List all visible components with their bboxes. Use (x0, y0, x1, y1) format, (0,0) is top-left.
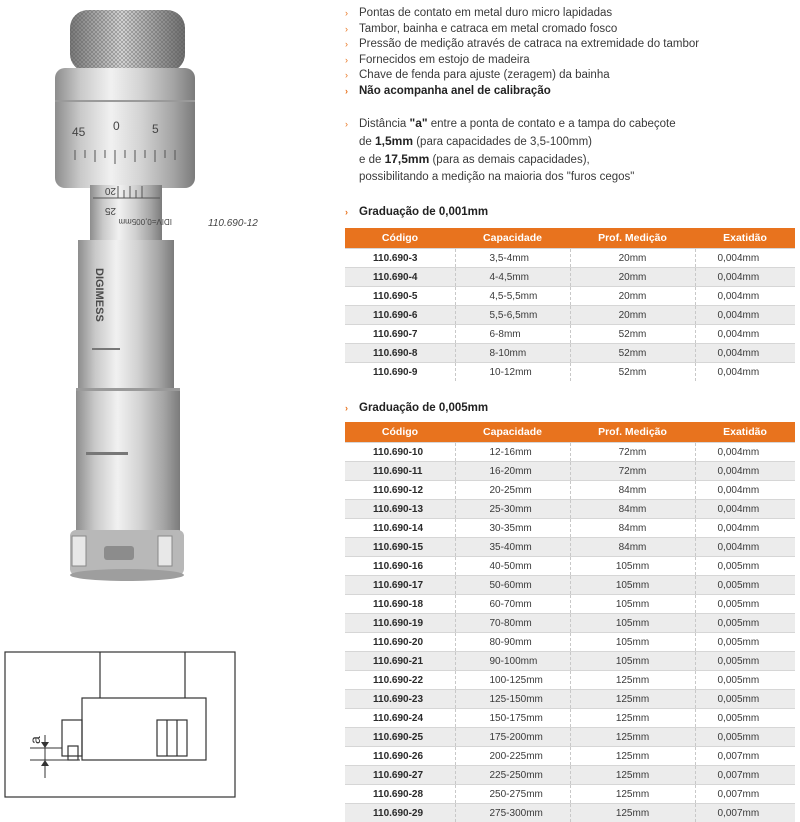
cell-capacity: 3,5-4mm (455, 249, 570, 268)
cell-capacity: 35-40mm (455, 538, 570, 557)
resolution-mark: IDIV=0,005mm (118, 217, 172, 226)
cell-capacity: 60-70mm (455, 595, 570, 614)
arrow-icon: › (345, 84, 351, 100)
cell-code: 110.690-29 (345, 804, 455, 822)
cell-depth: 20mm (570, 306, 695, 325)
cell-depth: 105mm (570, 576, 695, 595)
cell-depth: 105mm (570, 633, 695, 652)
cell-capacity: 200-225mm (455, 747, 570, 766)
cell-code: 110.690-6 (345, 306, 455, 325)
cell-capacity: 80-90mm (455, 633, 570, 652)
cell-capacity: 4,5-5,5mm (455, 287, 570, 306)
cell-accuracy: 0,004mm (695, 519, 795, 538)
feature-item-calibration: › Não acompanha anel de calibração (345, 84, 795, 100)
cell-code: 110.690-4 (345, 268, 455, 287)
section-title-0005: › Graduação de 0,005mm (345, 402, 488, 414)
cell-code: 110.690-14 (345, 519, 455, 538)
table-row (345, 325, 795, 344)
table-row (345, 728, 795, 747)
table-row (345, 519, 795, 538)
cell-depth: 105mm (570, 652, 695, 671)
diagram-right-tip (157, 720, 187, 756)
thimble-number-5: 5 (152, 122, 159, 136)
cell-depth: 125mm (570, 690, 695, 709)
cell-code: 110.690-19 (345, 614, 455, 633)
cell-depth: 125mm (570, 728, 695, 747)
cell-capacity: 25-30mm (455, 500, 570, 519)
cell-capacity: 5,5-6,5mm (455, 306, 570, 325)
cell-code: 110.690-16 (345, 557, 455, 576)
cell-accuracy: 0,005mm (695, 595, 795, 614)
table-row (345, 595, 795, 614)
cell-capacity: 250-275mm (455, 785, 570, 804)
cell-code: 110.690-3 (345, 249, 455, 268)
table-row (345, 363, 795, 382)
cell-code: 110.690-8 (345, 344, 455, 363)
cell-capacity: 40-50mm (455, 557, 570, 576)
cell-accuracy: 0,004mm (695, 363, 795, 382)
features-list (345, 6, 795, 100)
cell-depth: 105mm (570, 557, 695, 576)
cell-code: 110.690-27 (345, 766, 455, 785)
cell-accuracy: 0,005mm (695, 709, 795, 728)
col-header-accuracy: Exatidão (695, 228, 795, 249)
table-row (345, 287, 795, 306)
cell-depth: 84mm (570, 519, 695, 538)
col-header-capacity: Capacidade (455, 228, 570, 249)
cell-accuracy: 0,004mm (695, 287, 795, 306)
cell-accuracy: 0,005mm (695, 728, 795, 747)
table-row (345, 249, 795, 268)
col-header-code: Código (345, 422, 455, 443)
col-header-depth: Prof. Medição (570, 228, 695, 249)
cell-capacity: 30-35mm (455, 519, 570, 538)
cell-code: 110.690-15 (345, 538, 455, 557)
table-row (345, 747, 795, 766)
cell-capacity: 16-20mm (455, 462, 570, 481)
arrow-icon: › (345, 6, 351, 22)
table-row (345, 268, 795, 287)
feature-item: › Fornecidos em estojo de madeira (345, 53, 795, 69)
sleeve-number-25: 25 (104, 205, 116, 216)
table-row (345, 671, 795, 690)
cell-accuracy: 0,004mm (695, 268, 795, 287)
cell-code: 110.690-25 (345, 728, 455, 747)
table-row (345, 306, 795, 325)
table-row (345, 538, 795, 557)
col-header-capacity: Capacidade (455, 422, 570, 443)
cell-depth: 125mm (570, 747, 695, 766)
micrometer-image (0, 0, 330, 600)
cell-capacity: 20-25mm (455, 481, 570, 500)
feature-item: › Tambor, bainha e catraca em metal cromado fosco (345, 22, 795, 38)
cell-depth: 84mm (570, 500, 695, 519)
cell-accuracy: 0,005mm (695, 557, 795, 576)
cell-capacity: 10-12mm (455, 363, 570, 382)
cell-accuracy: 0,005mm (695, 614, 795, 633)
cell-accuracy: 0,005mm (695, 652, 795, 671)
cell-code: 110.690-12 (345, 481, 455, 500)
arrow-icon: › (345, 22, 351, 38)
cell-accuracy: 0,004mm (695, 481, 795, 500)
cell-accuracy: 0,007mm (695, 766, 795, 785)
cell-depth: 20mm (570, 268, 695, 287)
cell-accuracy: 0,004mm (695, 500, 795, 519)
table-row (345, 633, 795, 652)
cell-depth: 20mm (570, 249, 695, 268)
cell-code: 110.690-5 (345, 287, 455, 306)
cell-depth: 125mm (570, 671, 695, 690)
cell-capacity: 175-200mm (455, 728, 570, 747)
arrow-icon: › (345, 403, 351, 413)
cell-depth: 52mm (570, 325, 695, 344)
cell-capacity: 8-10mm (455, 344, 570, 363)
cell-code: 110.690-22 (345, 671, 455, 690)
cell-depth: 52mm (570, 363, 695, 382)
cell-capacity: 50-60mm (455, 576, 570, 595)
cell-accuracy: 0,004mm (695, 462, 795, 481)
thimble-number-45: 45 (72, 125, 86, 139)
cell-depth: 125mm (570, 785, 695, 804)
cell-depth: 125mm (570, 709, 695, 728)
cell-code: 110.690-10 (345, 443, 455, 462)
arrow-icon: › (345, 116, 351, 133)
table-row (345, 481, 795, 500)
distance-note: › Distância "a" entre a ponta de contato e a tampa do cabeçote de 1,5mm (para capacidades de 3,5-100mm) e de 17,5mm (para as demais capacidades), possibilitando a medição na maioria dos "furos cegos" (345, 115, 795, 186)
cell-code: 110.690-13 (345, 500, 455, 519)
arrow-icon: › (345, 37, 351, 53)
cell-depth: 84mm (570, 481, 695, 500)
feature-item: › Chave de fenda para ajuste (zeragem) da bainha (345, 68, 795, 84)
cell-capacity: 12-16mm (455, 443, 570, 462)
cell-depth: 72mm (570, 462, 695, 481)
cell-depth: 84mm (570, 538, 695, 557)
col-header-code: Código (345, 228, 455, 249)
cell-capacity: 6-8mm (455, 325, 570, 344)
thimble-number-0: 0 (113, 119, 120, 133)
table-row (345, 576, 795, 595)
table-row (345, 614, 795, 633)
arrow-icon: › (345, 68, 351, 84)
cell-depth: 105mm (570, 614, 695, 633)
table-row (345, 709, 795, 728)
col-header-depth: Prof. Medição (570, 422, 695, 443)
sleeve (90, 185, 162, 245)
cell-accuracy: 0,004mm (695, 306, 795, 325)
cell-capacity: 225-250mm (455, 766, 570, 785)
section-title-0001: › Graduação de 0,001mm (345, 206, 488, 218)
cell-accuracy: 0,004mm (695, 344, 795, 363)
cell-code: 110.690-9 (345, 363, 455, 382)
micrometer-body (78, 240, 174, 390)
cell-capacity: 125-150mm (455, 690, 570, 709)
cell-accuracy: 0,004mm (695, 325, 795, 344)
cell-capacity: 70-80mm (455, 614, 570, 633)
spec-table-0001 (345, 228, 795, 381)
arrow-icon: › (345, 207, 351, 217)
cell-code: 110.690-24 (345, 709, 455, 728)
cell-capacity: 90-100mm (455, 652, 570, 671)
table-row (345, 766, 795, 785)
table-row (345, 344, 795, 363)
arrow-icon: › (345, 53, 351, 69)
cell-accuracy: 0,004mm (695, 249, 795, 268)
cell-capacity: 150-175mm (455, 709, 570, 728)
cell-accuracy: 0,005mm (695, 671, 795, 690)
diagram-frame (5, 652, 235, 797)
cell-code: 110.690-7 (345, 325, 455, 344)
cell-accuracy: 0,007mm (695, 785, 795, 804)
table-row (345, 500, 795, 519)
cell-code: 110.690-11 (345, 462, 455, 481)
cell-depth: 20mm (570, 287, 695, 306)
cell-accuracy: 0,007mm (695, 747, 795, 766)
col-header-accuracy: Exatidão (695, 422, 795, 443)
cell-accuracy: 0,005mm (695, 633, 795, 652)
table-row (345, 785, 795, 804)
diagram-left-tip (62, 720, 82, 756)
cell-depth: 105mm (570, 595, 695, 614)
cell-accuracy: 0,004mm (695, 443, 795, 462)
table-row (345, 557, 795, 576)
cell-code: 110.690-18 (345, 595, 455, 614)
spec-table-0005 (345, 422, 795, 822)
table-row (345, 690, 795, 709)
cell-depth: 125mm (570, 804, 695, 822)
cell-capacity: 4-4,5mm (455, 268, 570, 287)
feature-item: › Pressão de medição através de catraca na extremidade do tambor (345, 37, 795, 53)
cell-accuracy: 0,005mm (695, 576, 795, 595)
table-row (345, 804, 795, 822)
cell-accuracy: 0,005mm (695, 690, 795, 709)
distance-diagram (0, 640, 240, 800)
cell-code: 110.690-20 (345, 633, 455, 652)
cell-code: 110.690-23 (345, 690, 455, 709)
table-row (345, 462, 795, 481)
cell-capacity: 275-300mm (455, 804, 570, 822)
cell-accuracy: 0,004mm (695, 538, 795, 557)
cell-code: 110.690-26 (345, 747, 455, 766)
table-row (345, 443, 795, 462)
cell-depth: 72mm (570, 443, 695, 462)
cell-accuracy: 0,007mm (695, 804, 795, 822)
brand-logo: DIGIMESS (93, 268, 105, 322)
cell-depth: 125mm (570, 766, 695, 785)
cell-code: 110.690-21 (345, 652, 455, 671)
cell-capacity: 100-125mm (455, 671, 570, 690)
sleeve-number-20: 20 (104, 185, 116, 196)
cell-code: 110.690-28 (345, 785, 455, 804)
dimension-label-a: a (27, 736, 43, 744)
cell-code: 110.690-17 (345, 576, 455, 595)
micrometer-head (76, 390, 180, 540)
cell-depth: 52mm (570, 344, 695, 363)
image-caption: 110.690-12 (208, 218, 258, 229)
table-row (345, 652, 795, 671)
feature-item: › Pontas de contato em metal duro micro lapidadas (345, 6, 795, 22)
